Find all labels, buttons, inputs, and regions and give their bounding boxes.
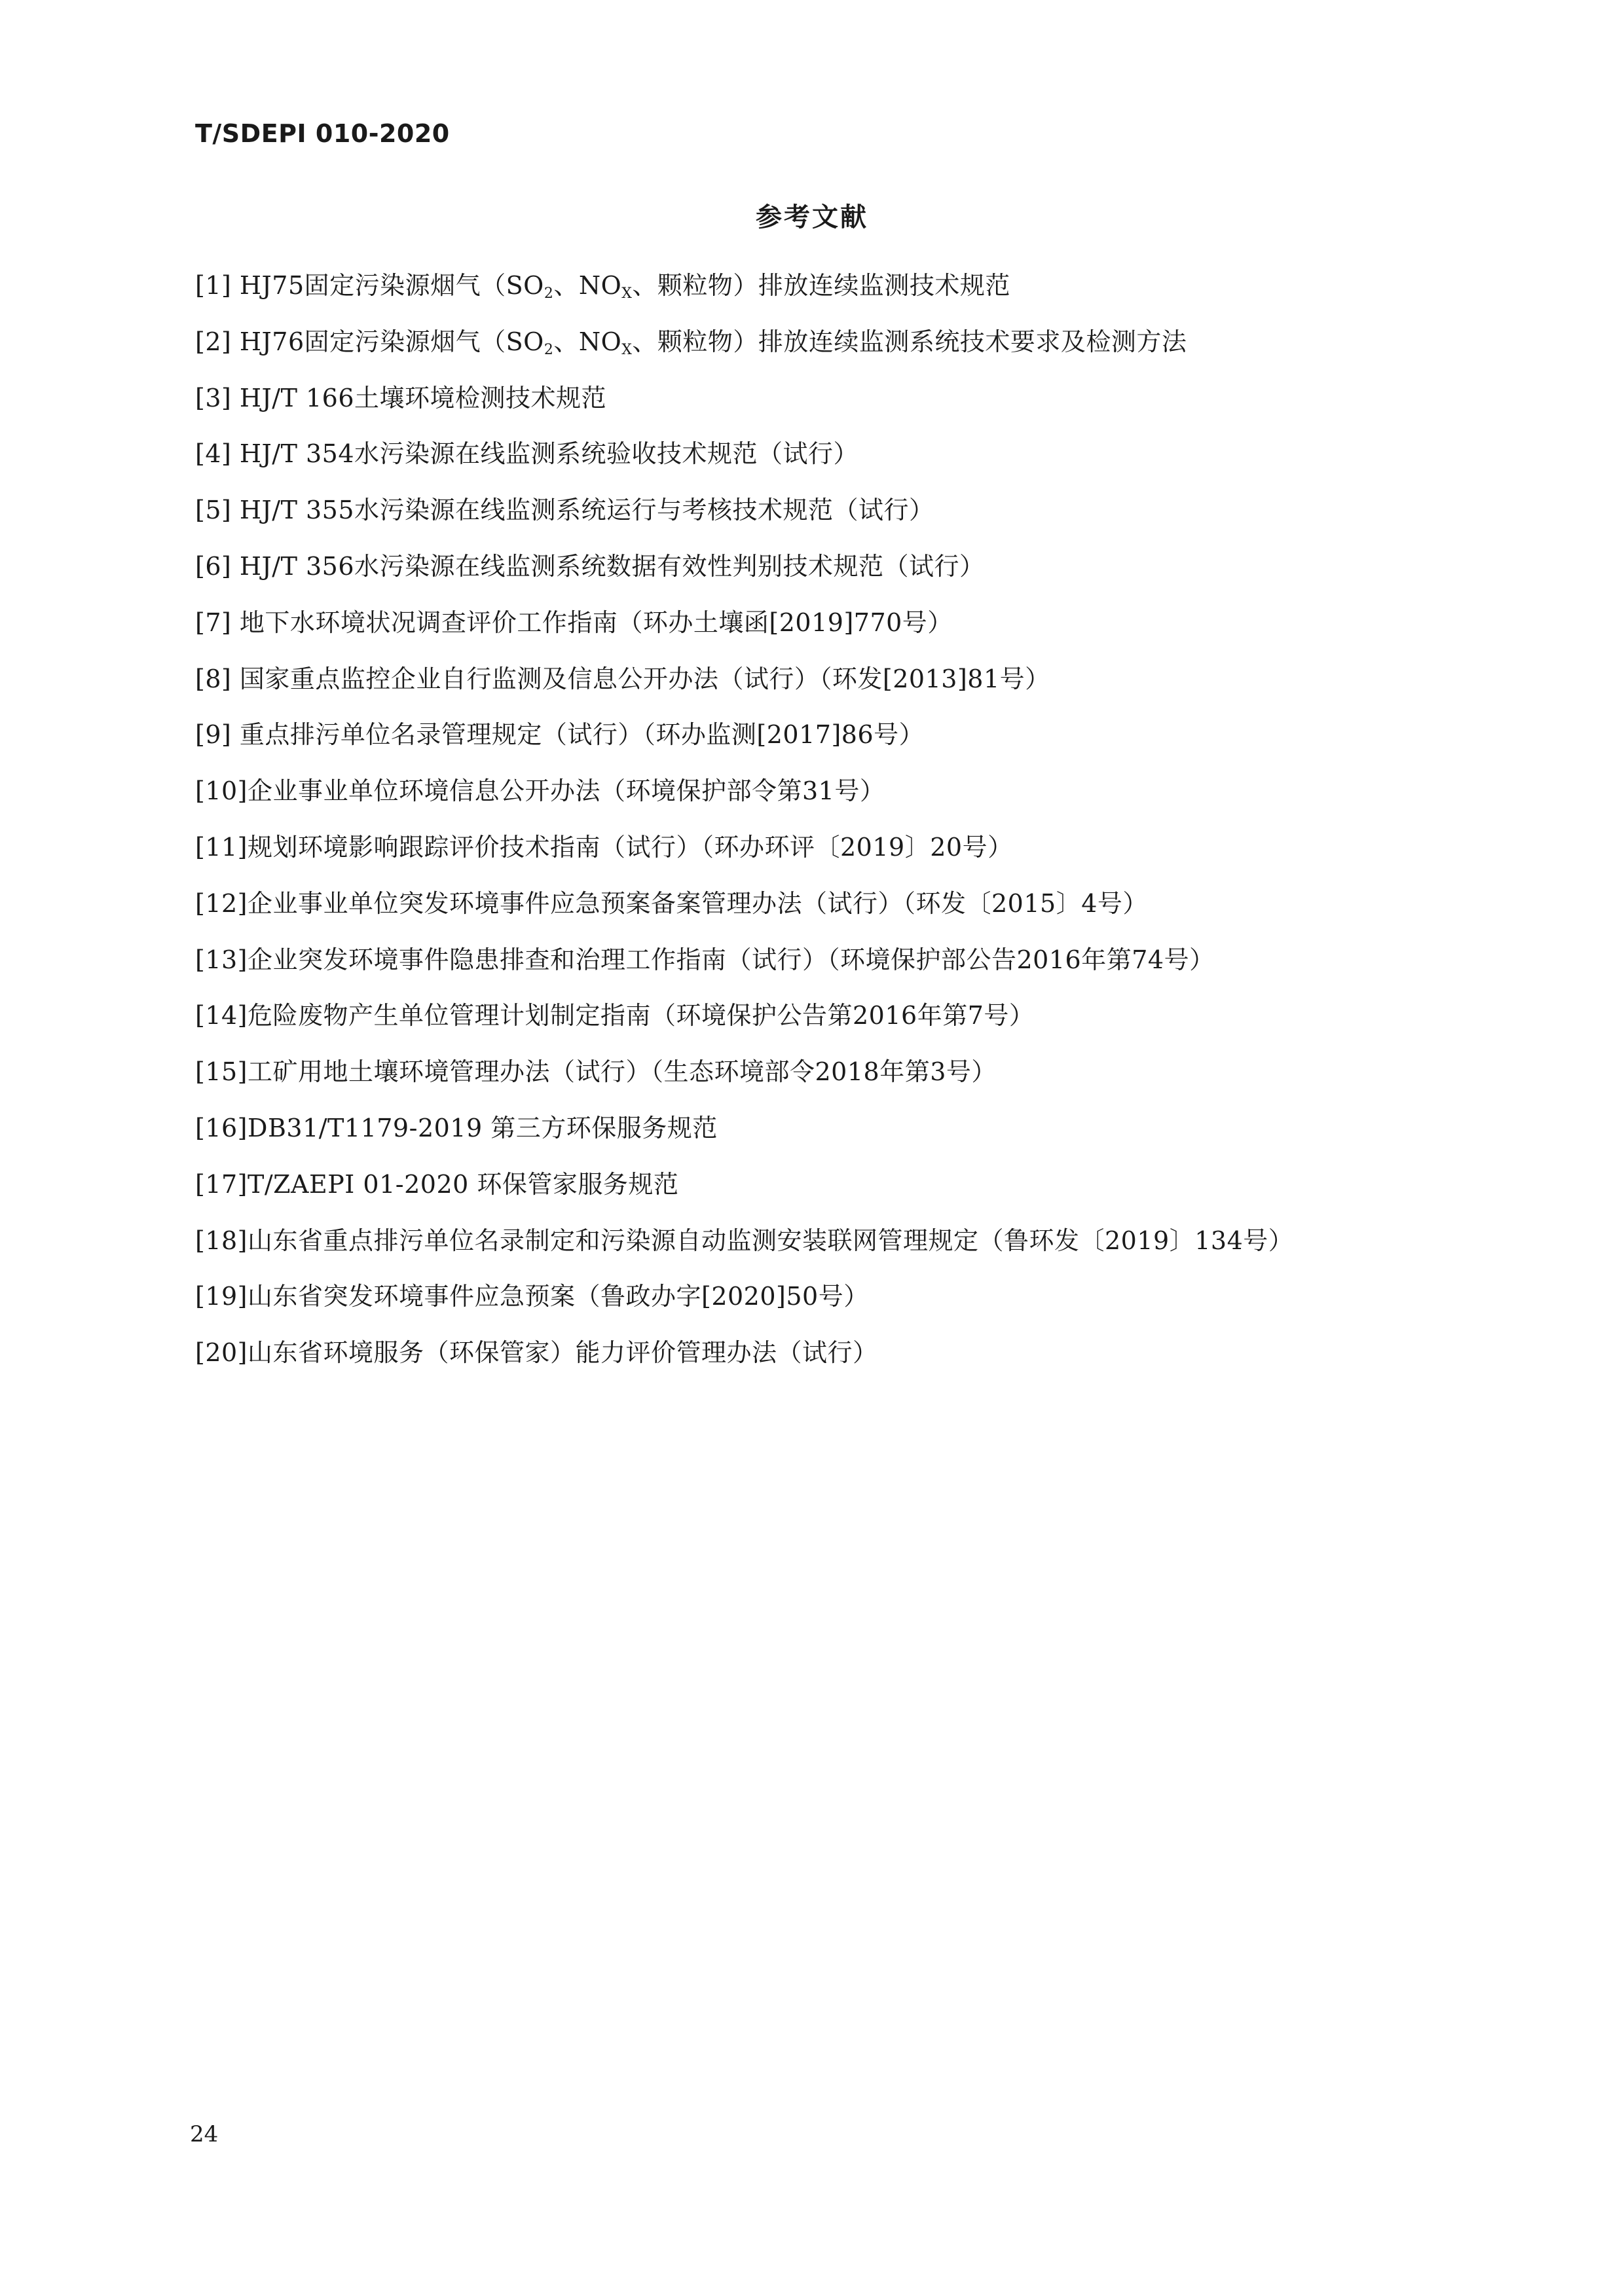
reference-item: [7] 地下水环境状况调查评价工作指南（环办土壤函[2019]770号）	[195, 608, 953, 637]
reference-list	[195, 267, 1293, 1391]
document-code: T/SDEPI 010-2020	[195, 119, 450, 148]
reference-item: [5] HJ/T 355水污染源在线监测系统运行与考核技术规范（试行）	[195, 496, 934, 525]
reference-item: [1] HJ75固定污染源烟气（$SO_2$、$NO_X$、颗粒物）排放连续监测技术规范	[195, 271, 1010, 302]
reference-item: [16]DB31/T1179-2019 第三方环保服务规范	[195, 1113, 718, 1142]
reference-item: [10]企业事业单位环境信息公开办法（环境保护部令第31号）	[195, 776, 885, 806]
reference-item: [20]山东省环境服务（环保管家）能力评价管理办法（试行）	[195, 1338, 878, 1368]
reference-item: [8] 国家重点监控企业自行监测及信息公开办法（试行）（环发[2013]81号）	[195, 664, 1050, 693]
page-number: 24	[190, 2121, 219, 2147]
reference-item: [12]企业事业单位突发环境事件应急预案备案管理办法（试行）（环发〔2015〕4号）	[195, 888, 1148, 918]
reference-item: [13]企业突发环境事件隐患排查和治理工作指南（试行）（环境保护部公告2016年第74号）	[195, 945, 1215, 974]
section-title: 参考文献	[756, 202, 868, 232]
reference-item: [17]T/ZAEPI 01-2020 环保管家服务规范	[195, 1169, 679, 1199]
reference-item: [9] 重点排污单位名录管理规定（试行）（环办监测[2017]86号）	[195, 720, 925, 750]
reference-item: [19]山东省突发环境事件应急预案（鲁政办字[2020]50号）	[195, 1282, 869, 1311]
reference-item: [15]工矿用地土壤环境管理办法（试行）（生态环境部令2018年第3号）	[195, 1057, 997, 1087]
reference-item: [3] HJ/T 166土壤环境检测技术规范	[195, 383, 607, 412]
reference-item: [4] HJ/T 354水污染源在线监测系统验收技术规范（试行）	[195, 439, 859, 469]
reference-item: [18]山东省重点排污单位名录制定和污染源自动监测安装联网管理规定（鲁环发〔2019〕134号）	[195, 1226, 1294, 1255]
reference-item: [11]规划环境影响跟踪评价技术指南（试行）（环办环评〔2019〕20号）	[195, 832, 1013, 862]
reference-item: [14]危险废物产生单位管理计划制定指南（环境保护公告第2016年第7号）	[195, 1001, 1035, 1030]
reference-item: [6] HJ/T 356水污染源在线监测系统数据有效性判别技术规范（试行）	[195, 551, 985, 581]
reference-item: [2] HJ76固定污染源烟气（$SO_2$、$NO_X$、颗粒物）排放连续监测系统技术要求及检测方法	[195, 327, 1187, 358]
